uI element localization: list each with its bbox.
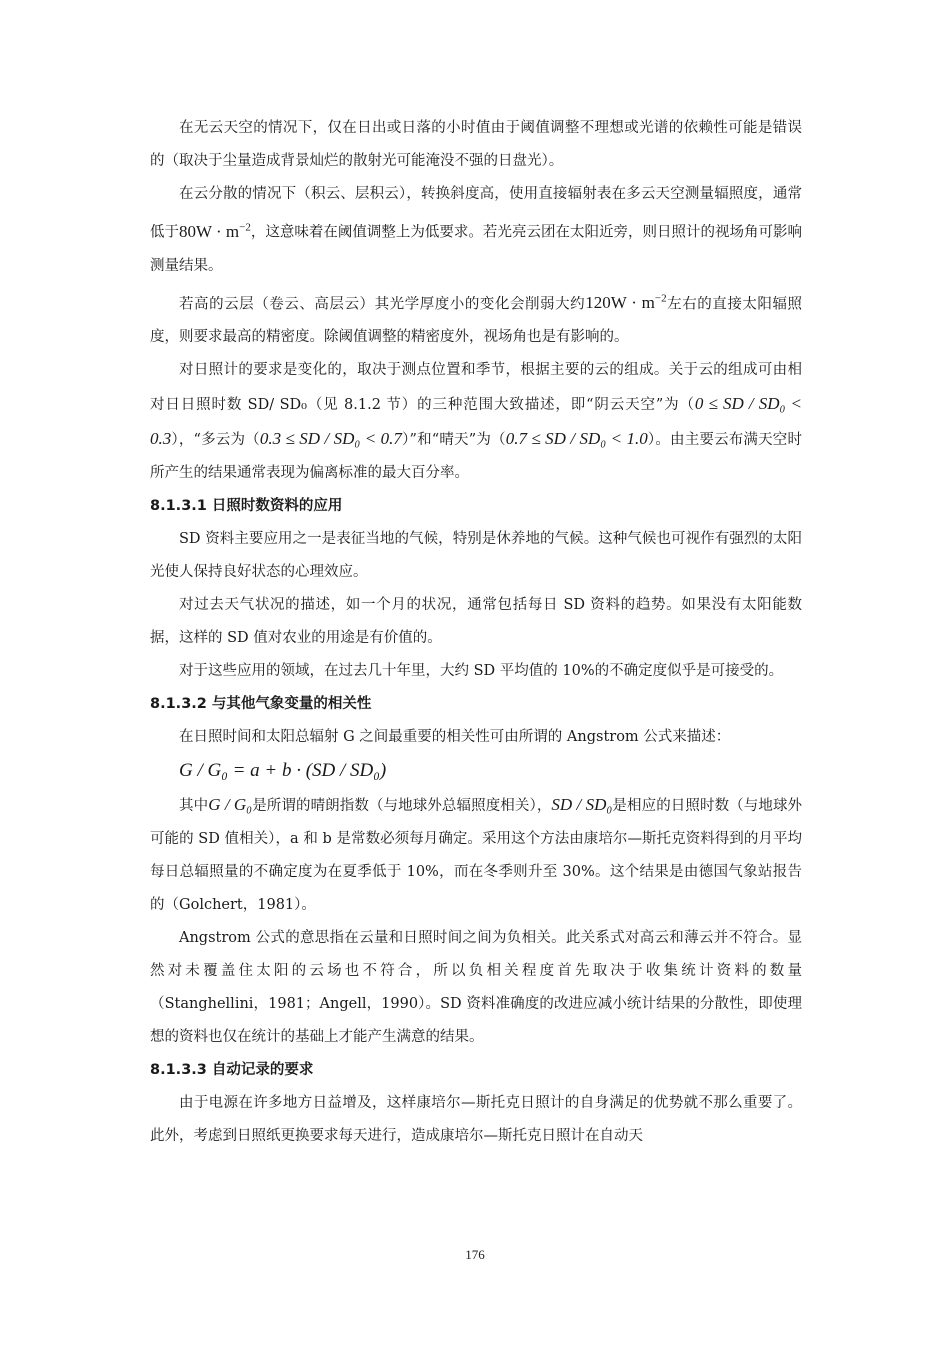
paragraph-text: ），“多云为（ (171, 432, 260, 449)
math-relative-sunshine: SD / SD₀ (551, 795, 613, 815)
paragraph-angstrom-intro (150, 721, 802, 754)
math-text: 80W · m (179, 221, 240, 241)
math-exponent: −2 (654, 292, 667, 305)
paragraph-text: 若高的云层（卷云、高层云）其光学厚度小的变化会削弱大约 (179, 296, 586, 313)
paragraph-text: 对于这些应用的领域，在过去几十年里，大约 SD 平均值的 10%的不确定度似乎是可接受的。 (179, 663, 784, 680)
paragraph-text: 是所谓的晴朗指数（与地球外总辐照度相关）， (252, 798, 552, 815)
paragraph-sd-climate (150, 523, 802, 589)
paragraph-text: ）”和“晴天”为（ (401, 432, 506, 449)
paragraph-text: 是相应的日照时数（与地球外可能的 SD 值相关），a 和 b 是常数必须每月确定。采用这个方法由康培尔—斯托克资料得到的月平均每日总辐照量的不确定度为在夏季低于 10%，而在冬季则升至 30%。这个结果是由德国气象站报告的（Golchert，1981）。 (150, 798, 803, 914)
section-heading-8-1-3-2: 8.1.3.2 与其他气象变量的相关性 (150, 696, 372, 713)
paragraph-text: 左右的直接太阳辐照度，则要求最高的精密度。除阈值调整的精密度外，视场角也是有影响的。 (150, 296, 803, 346)
math-text: 120W · m (585, 293, 655, 313)
paragraph-requirements (150, 354, 802, 490)
section-heading-8-1-3-3: 8.1.3.3 自动记录的要求 (150, 1062, 314, 1079)
math-overcast-range: 0 ≤ SD / SD₀ < 0.3 (150, 394, 802, 449)
math-irradiance-120 (585, 293, 666, 312)
paragraph-text: 在云分散的情况下（积云、层积云），转换斜度高，使用直接辐射表在多云天空测量辐照度，通常低于 (150, 186, 802, 241)
paragraph-clearness-index (150, 788, 802, 922)
paragraph-text: 由于电源在许多地方日益增及，这样康培尔—斯托克日照计的自身满足的优势就不那么重要了。此外，考虑到日照纸更换要求每天进行，造成康培尔—斯托克日照计在自动天 (150, 1095, 802, 1145)
paragraph-text: ，这意味着在阈值调整上为低要求。若光亮云团在太阳近旁，则日照计的视场角可影响测量结果。 (150, 224, 803, 274)
paragraph-uncertainty (150, 655, 802, 688)
paragraph-text: ）。由主要云布满天空时所产生的结果通常表现为偏离标准的最大百分率。 (150, 432, 802, 482)
paragraph-text: SD 资料主要应用之一是表征当地的气候，特别是休养地的气候。这种气候也可视作有强烈的太阳光使人保持良好状态的心理效应。 (150, 531, 802, 581)
math-cloudy-range: 0.3 ≤ SD / SD₀ < 0.7 (259, 429, 402, 449)
paragraph-text: Angstrom 公式的意思指在云量和日照时间之间为负相关。此关系式对高云和薄云并不符合。显然对未覆盖住太阳的云场也不符合，所以负相关程度首先取决于收集统计资料的数量（Stanghellini，1981；Angell，1990）。SD 资料准确度的改进应减小统计结果的分散性，即使理想的资料也仅在统计的基础上才能产生满意的结果。 (150, 930, 802, 1046)
section-heading-8-1-3-1: 8.1.3.1 日照时数资料的应用 (150, 498, 343, 515)
paragraph-clear-sky (150, 112, 802, 178)
math-exponent: −2 (239, 221, 251, 233)
paragraph-scattered-clouds (150, 178, 802, 283)
math-clearness-index: G / G₀ (208, 795, 253, 815)
paragraph-text: 在无云天空的情况下，仅在日出或日落的小时值由于阈值调整不理想或光谱的依赖性可能是错误的（取决于尘量造成背景灿烂的散射光可能淹没不强的日盘光）。 (150, 120, 802, 169)
page-number: 176 (465, 1247, 485, 1262)
paragraph-text: 对过去天气状况的描述，如一个月的状况，通常包括每日 SD 资料的趋势。如果没有太阳能数据，这样的 SD 值对农业的用途是有价值的。 (150, 597, 802, 647)
paragraph-high-clouds (150, 283, 802, 355)
paragraph-text: 其中 (179, 798, 209, 815)
math-irradiance-80 (179, 222, 251, 241)
paragraph-automatic-recording (150, 1087, 802, 1153)
paragraph-past-weather (150, 589, 802, 655)
paragraph-text: 在日照时间和太阳总辐射 G 之间最重要的相关性可由所谓的 Angstrom 公式来描述： (179, 729, 731, 746)
math-clear-range: 0.7 ≤ SD / SD₀ < 1.0 (505, 429, 648, 449)
paragraph-negative-correlation (150, 922, 802, 1054)
document-body (150, 112, 802, 1153)
angstrom-formula: G / G₀ = a + b · (SD / SD₀) (179, 760, 387, 782)
paragraph-text: 对日照计的要求是变化的，取决于测点位置和季节，根据主要的云的组成。关于云的组成可由相对日日照时数 SD/ SD₀（见 8.1.2 节）的三种范围大致描述，即“阴云天空”为（ (150, 362, 802, 414)
